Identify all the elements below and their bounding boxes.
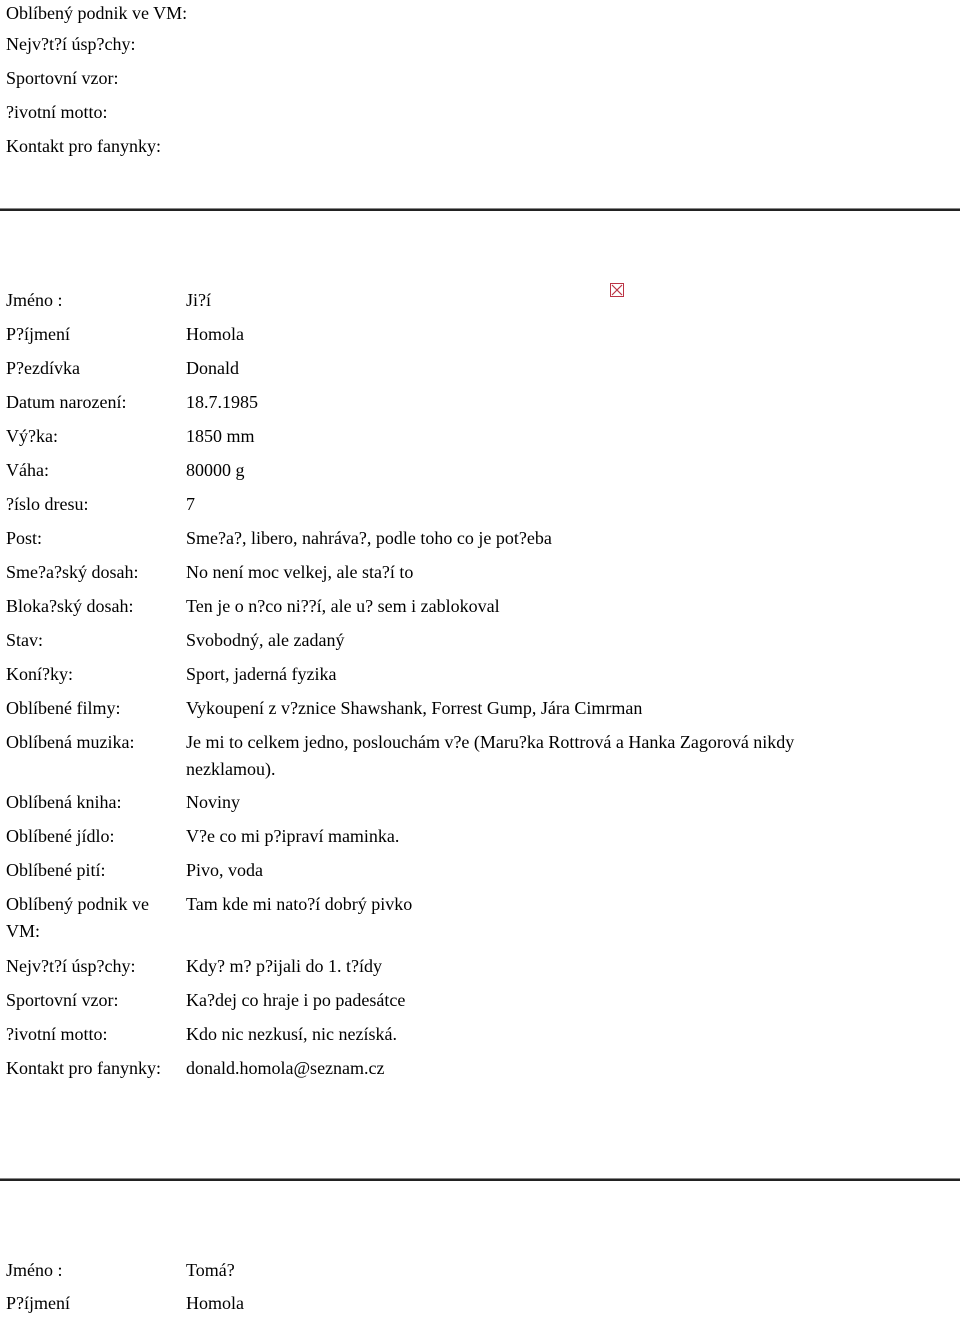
- profile-row: [6, 423, 866, 450]
- profile-row: [6, 593, 866, 620]
- field-label: Váha:: [6, 460, 49, 480]
- field-label: Sme?a?ský dosah:: [6, 562, 139, 582]
- field-label: Datum narození:: [6, 392, 127, 412]
- profile-row: [6, 695, 866, 722]
- field-value: Ten je o n?co ni??í, ale u? sem i zablokoval: [186, 596, 500, 616]
- profile-row: [6, 321, 866, 348]
- field-label: Oblíbená muzika:: [6, 732, 135, 752]
- field-label: P?ezdívka: [6, 358, 80, 378]
- field-value: Homola: [186, 324, 244, 344]
- field-label: Oblíbené pití:: [6, 860, 106, 880]
- field-label: Sportovní vzor:: [6, 990, 119, 1010]
- field-value: 1850 mm: [186, 426, 255, 446]
- field-label: Stav:: [6, 630, 44, 650]
- profile-row: [6, 287, 866, 314]
- section-divider: [0, 208, 960, 211]
- profile-row: [6, 823, 866, 850]
- field-value: 7: [186, 494, 195, 514]
- prev-label-podnik: Oblíbený podnik ve VM:: [6, 3, 188, 23]
- field-label: Nejv?t?í úsp?chy:: [6, 956, 136, 976]
- profile-row: [6, 661, 866, 688]
- field-value: V?e co mi p?ipraví maminka.: [186, 826, 400, 846]
- field-label: Vý?ka:: [6, 426, 58, 446]
- field-value: Kdy? m? p?ijali do 1. t?ídy: [186, 956, 382, 976]
- profile-row: [6, 627, 866, 654]
- field-label: P?íjmení: [6, 1293, 70, 1313]
- field-value: Vykoupení z v?znice Shawshank, Forrest Gump, Jára Cimrman: [186, 698, 643, 718]
- section-divider: [0, 1178, 960, 1181]
- field-value: Svobodný, ale zadaný: [186, 630, 345, 650]
- field-label: Koní?ky:: [6, 664, 73, 684]
- field-value: Donald: [186, 358, 239, 378]
- profile-row: [6, 987, 866, 1014]
- profile-row: [6, 389, 866, 416]
- field-value: No není moc velkej, ale sta?í to: [186, 562, 414, 582]
- field-label: Bloka?ský dosah:: [6, 596, 134, 616]
- field-label: Oblíbené jídlo:: [6, 826, 115, 846]
- prev-label-vzor: Sportovní vzor:: [6, 68, 119, 88]
- field-label: Oblíbené filmy:: [6, 698, 121, 718]
- profile-row: [6, 789, 866, 816]
- field-label: ?ivotní motto:: [6, 1024, 108, 1044]
- field-value: Ji?í: [186, 290, 211, 310]
- field-value: Noviny: [186, 792, 240, 812]
- field-value: Pivo, voda: [186, 860, 264, 880]
- profile-row: [6, 729, 866, 783]
- prev-label-motto: ?ivotní motto:: [6, 102, 108, 122]
- field-value: Kdo nic nezkusí, nic nezíská.: [186, 1024, 397, 1044]
- profile-row: [6, 891, 866, 945]
- prev-label-uspechy: Nejv?t?í úsp?chy:: [6, 34, 136, 54]
- field-value: Tomá?: [186, 1260, 235, 1280]
- profile-row: [6, 1021, 866, 1048]
- profile-row: [6, 491, 866, 518]
- field-label: Kontakt pro fanynky:: [6, 1058, 161, 1078]
- field-label: Jméno :: [6, 1260, 63, 1280]
- prev-label-kontakt: Kontakt pro fanynky:: [6, 136, 161, 156]
- profile-row: [6, 857, 866, 884]
- field-label: Jméno :: [6, 290, 63, 310]
- field-label: P?íjmení: [6, 324, 70, 344]
- field-value: 18.7.1985: [186, 392, 258, 412]
- field-label: ?íslo dresu:: [6, 494, 89, 514]
- profile-row: [6, 525, 866, 552]
- field-label: Post:: [6, 528, 43, 548]
- field-value: Sme?a?, libero, nahráva?, podle toho co je pot?eba: [186, 528, 552, 548]
- field-label: Oblíbená kniha:: [6, 792, 122, 812]
- profile-row: [6, 953, 866, 980]
- profile-row: [6, 559, 866, 586]
- field-label: Oblíbený podnik ve VM:: [6, 894, 149, 941]
- field-value: Ka?dej co hraje i po padesátce: [186, 990, 406, 1010]
- profile-row: [6, 1257, 866, 1284]
- field-value: Sport, jaderná fyzika: [186, 664, 337, 684]
- field-value: Tam kde mi nato?í dobrý pivko: [186, 894, 413, 914]
- field-value: donald.homola@seznam.cz: [186, 1058, 385, 1078]
- field-value: Je mi to celkem jedno, poslouchám v?e (Maru?ka Rottrová a Hanka Zagorová nikdy nezklamou).: [186, 732, 795, 779]
- profile-row: [6, 457, 866, 484]
- field-value: Homola: [186, 1293, 244, 1313]
- profile-row: [6, 355, 866, 382]
- field-value: 80000 g: [186, 460, 245, 480]
- profile-row: [6, 1290, 866, 1317]
- profile-row: [6, 1055, 866, 1082]
